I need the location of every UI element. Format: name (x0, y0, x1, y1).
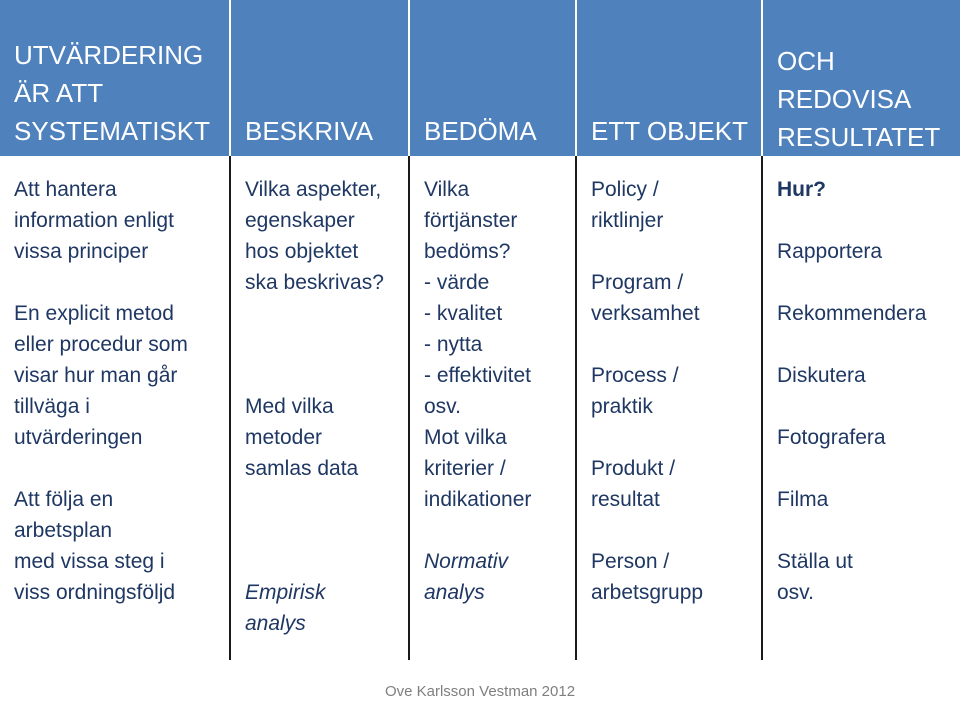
cell-text-line: Produkt / (591, 457, 676, 480)
body-cell-beskriva (231, 174, 408, 639)
header-line: BESKRIVA (245, 116, 374, 146)
cell-text-line: Hur? (777, 178, 826, 201)
cell-text-line: Ställa ut (777, 550, 853, 573)
cell-text-line (245, 515, 408, 546)
header-line: SYSTEMATISKT (14, 116, 210, 146)
cell-text-line: Diskutera (777, 364, 866, 387)
cell-text-line: bedöms? (424, 240, 511, 263)
cell-text-line: Rapportera (777, 240, 883, 263)
cell-text-line: samlas data (245, 457, 359, 480)
cell-text-line: - effektivitet (424, 364, 531, 387)
body-cell-ett-objekt (577, 174, 761, 608)
header-line: BEDÖMA (424, 116, 537, 146)
cell-text-line: Mot vilka (424, 426, 507, 449)
cell-text-line: analys (424, 581, 485, 604)
cell-text-line: analys (245, 612, 306, 635)
cell-text-line (777, 453, 960, 484)
cell-text-line: Med vilka (245, 395, 334, 418)
header-line: OCH (777, 46, 835, 76)
cell-text-line: osv. (424, 395, 461, 418)
cell-text-line (245, 360, 408, 391)
header-cell-beskriva (231, 0, 408, 156)
cell-text-line: Att hantera (14, 178, 117, 201)
cell-text-line (591, 422, 761, 453)
cell-text-line: eller procedur som (14, 333, 188, 356)
cell-text-line (777, 267, 960, 298)
cell-text-line: Policy / (591, 178, 659, 201)
cell-text-line: egenskaper (245, 209, 355, 232)
cell-text-line (424, 515, 575, 546)
cell-text-line: osv. (777, 581, 814, 604)
header-line: UTVÄRDERING (14, 40, 204, 70)
cell-text-line (591, 515, 761, 546)
header-cell-bedoma (410, 0, 575, 156)
cell-text-line: Fotografera (777, 426, 886, 449)
cell-text-line: viss ordningsföljd (14, 581, 176, 604)
cell-text-line: Vilka aspekter, (245, 178, 382, 201)
cell-text-line: Vilka (424, 178, 470, 201)
cell-text-line (777, 205, 960, 236)
header-line: REDOVISA (777, 84, 912, 114)
header-line: RESULTATET (777, 122, 941, 152)
cell-text-line: Program / (591, 271, 684, 294)
cell-text-line: förtjänster (424, 209, 518, 232)
cell-text-line: kriterier / (424, 457, 506, 480)
cell-text-line: verksamhet (591, 302, 700, 325)
cell-text-line: indikationer (424, 488, 532, 511)
cell-text-line: arbetsplan (14, 519, 113, 542)
cell-text-line: ska beskrivas? (245, 271, 384, 294)
header-cell-redovisa (763, 0, 960, 156)
cell-text-line (245, 484, 408, 515)
cell-text-line (245, 546, 408, 577)
cell-text-line: Att följa en (14, 488, 114, 511)
header-cell-utvardering (0, 0, 229, 156)
cell-text-line: resultat (591, 488, 660, 511)
cell-text-line: Filma (777, 488, 829, 511)
cell-text-line: information enligt (14, 209, 174, 232)
footer-credit: Ove Karlsson Vestman 2012 (384, 683, 576, 700)
cell-text-line: arbetsgrupp (591, 581, 704, 604)
cell-text-line (14, 267, 229, 298)
cell-text-line: tillväga i (14, 395, 90, 418)
body-cell-redovisa (763, 174, 960, 608)
header-line: ETT OBJEKT (591, 116, 748, 146)
body-cell-bedoma (410, 174, 575, 608)
cell-text-line: - kvalitet (424, 302, 503, 325)
cell-text-line (591, 236, 761, 267)
cell-text-line: visar hur man går (14, 364, 178, 387)
cell-text-line: Rekommendera (777, 302, 927, 325)
cell-text-line: metoder (245, 426, 323, 449)
cell-text-line: med vissa steg i (14, 550, 165, 573)
cell-text-line: En explicit metod (14, 302, 174, 325)
header-line: ÄR ATT (14, 78, 104, 108)
cell-text-line (777, 515, 960, 546)
cell-text-line: hos objektet (245, 240, 359, 263)
cell-text-line: utvärderingen (14, 426, 143, 449)
cell-text-line: riktlinjer (591, 209, 664, 232)
header-cell-ett-objekt (577, 0, 761, 156)
cell-text-line (777, 391, 960, 422)
cell-text-line: vissa principer (14, 240, 149, 263)
cell-text-line (14, 453, 229, 484)
cell-text-line (591, 329, 761, 360)
cell-text-line (777, 329, 960, 360)
cell-text-line: - nytta (424, 333, 483, 356)
cell-text-line: Process / (591, 364, 679, 387)
cell-text-line: Normativ (424, 550, 509, 573)
cell-text-line (245, 298, 408, 329)
cell-text-line: Person / (591, 550, 670, 573)
cell-text-line: praktik (591, 395, 653, 418)
body-cell-utvardering (0, 174, 229, 608)
cell-text-line: - värde (424, 271, 490, 294)
cell-text-line: Empirisk (245, 581, 326, 604)
cell-text-line (245, 329, 408, 360)
